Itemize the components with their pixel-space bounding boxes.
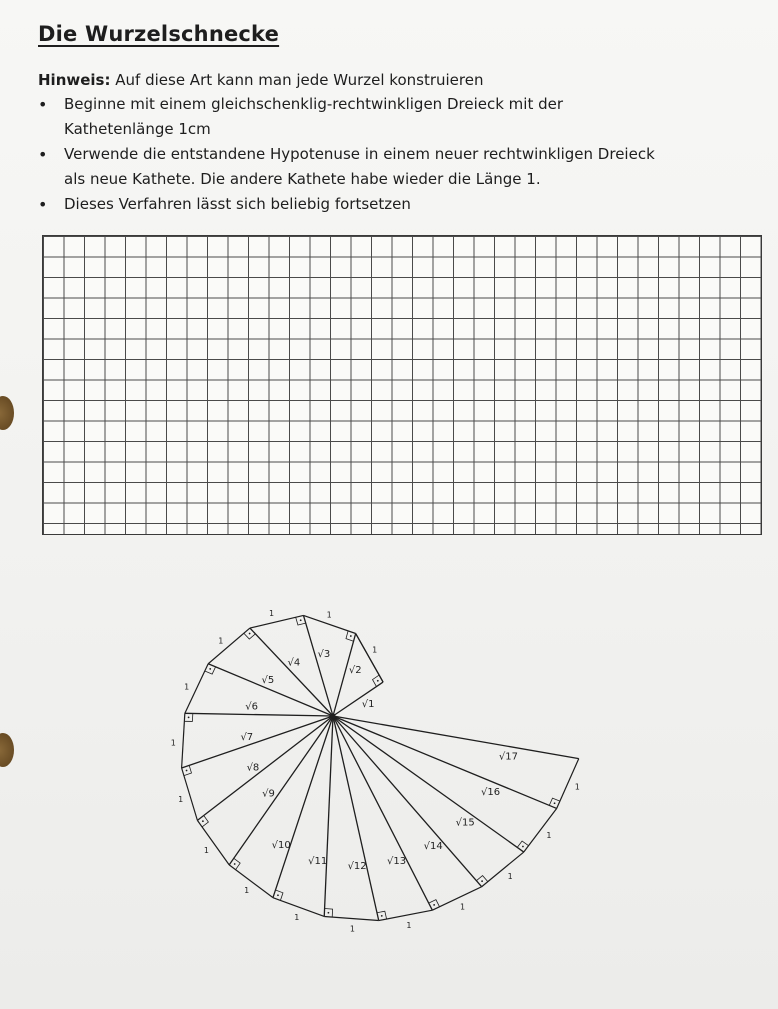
hint-label: Hinweis:	[38, 71, 111, 89]
root-length-label: √9	[262, 788, 275, 800]
side-length-label: 1	[184, 682, 190, 692]
instruction-line: Dieses Verfahren lässt sich beliebig fortsetzen	[64, 195, 411, 213]
right-angle-dot	[300, 619, 302, 621]
spoke-line	[333, 716, 579, 759]
root-length-label: √1	[361, 699, 375, 711]
right-angle-dot	[433, 904, 435, 906]
right-angle-dot	[377, 680, 379, 682]
right-angle-dot	[277, 894, 279, 896]
spoke-line	[273, 716, 333, 898]
root-length-label: √11	[308, 855, 328, 867]
right-angle-dot	[234, 863, 236, 865]
spoke-line	[333, 716, 524, 852]
side-length-label: 1	[507, 872, 513, 882]
root-length-label: √17	[498, 751, 518, 763]
instruction-line: als neue Kathete. Die andere Kathete habe wieder die Länge 1.	[64, 170, 541, 188]
outer-side	[182, 713, 185, 768]
side-length-label: 1	[244, 886, 250, 896]
right-angle-dot	[209, 668, 211, 670]
right-angle-dot	[249, 633, 251, 635]
root-length-label: √16	[481, 786, 501, 798]
side-length-label: 1	[218, 636, 224, 646]
hint-text: Auf diese Art kann man jede Wurzel konstruieren	[115, 71, 484, 89]
side-length-label: 1	[269, 609, 275, 619]
side-length-label: 1	[178, 794, 184, 804]
outer-side	[432, 887, 481, 910]
side-length-label: 1	[460, 902, 466, 912]
root-length-label: √12	[347, 861, 367, 873]
outer-side	[379, 910, 433, 920]
root-length-label: √6	[245, 701, 259, 713]
instruction-line: Beginne mit einem gleichschenklig-rechtwinkligen Dreieck mit der	[64, 95, 564, 113]
spoke-line	[185, 713, 333, 716]
outer-side	[208, 628, 250, 664]
outer-side	[482, 852, 524, 887]
right-angle-dot	[481, 880, 483, 882]
right-angle-dot	[350, 635, 352, 637]
side-length-label: 1	[574, 782, 580, 792]
right-angle-dot	[328, 912, 330, 914]
spoke-line	[333, 716, 379, 921]
root-length-label: √14	[423, 840, 443, 852]
right-angle-dot	[186, 770, 188, 772]
right-angle-dot	[522, 846, 524, 848]
root-length-label: √8	[246, 762, 260, 774]
right-angle-dot	[381, 915, 383, 917]
root-length-label: √13	[386, 855, 407, 867]
outer-side	[524, 808, 557, 852]
root-length-label: √5	[261, 674, 275, 686]
root-length-label: √3	[317, 649, 331, 661]
root-length-label: √4	[287, 657, 301, 669]
right-angle-dot	[202, 820, 204, 822]
spoke-line	[324, 716, 333, 916]
instruction-line: Verwende die entstandene Hypotenuse in einem neuer rechtwinkligen Dreieck	[64, 145, 655, 163]
right-angle-dot	[188, 716, 190, 718]
root-length-label: √2	[348, 664, 362, 676]
side-length-label: 1	[546, 831, 552, 841]
spoke-line	[197, 716, 333, 820]
outer-side	[197, 820, 229, 864]
outer-side	[324, 916, 378, 920]
center-point	[331, 714, 336, 719]
root-length-label: √15	[455, 817, 475, 829]
side-length-label: 1	[326, 610, 332, 620]
outer-side	[229, 865, 273, 898]
root-length-label: √10	[271, 839, 291, 851]
side-length-label: 1	[294, 912, 300, 922]
instruction-line: Kathetenlänge 1cm	[64, 120, 211, 138]
root-length-label: √7	[240, 732, 254, 744]
side-length-label: 1	[372, 645, 378, 655]
spoke-line	[208, 664, 333, 716]
side-length-label: 1	[203, 845, 209, 855]
side-length-label: 1	[349, 924, 355, 934]
spoke-line	[182, 716, 333, 768]
outer-side	[182, 768, 198, 820]
outer-side	[250, 615, 304, 628]
page-title: Die Wurzelschnecke	[38, 22, 280, 46]
side-length-label: 1	[170, 738, 176, 748]
right-angle-dot	[554, 802, 556, 804]
side-length-label: 1	[406, 920, 412, 930]
spoke-line	[333, 716, 557, 808]
